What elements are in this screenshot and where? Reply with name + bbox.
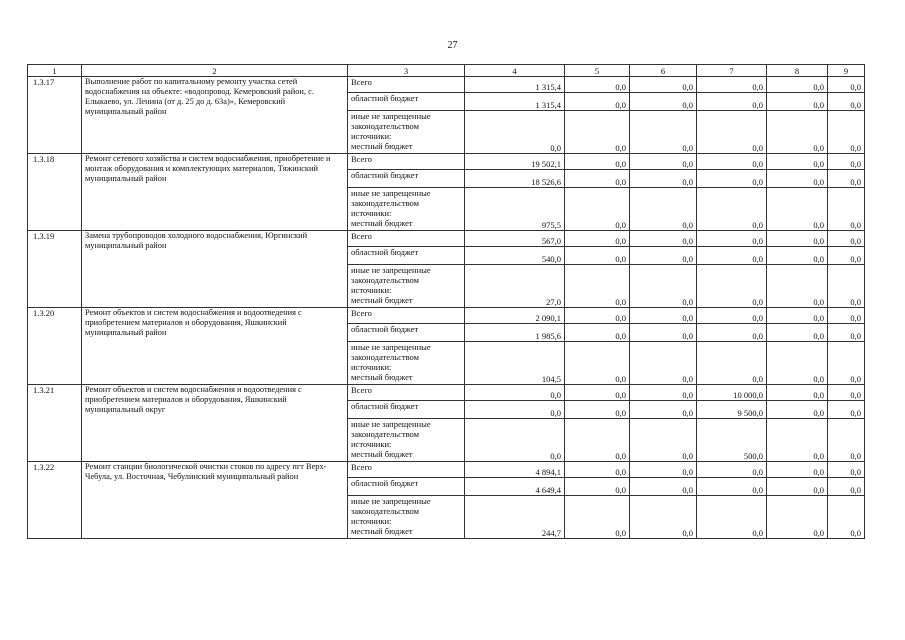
funding-source: областной бюджет — [348, 401, 465, 419]
value-cell: 0,0 — [828, 342, 865, 385]
value-cell: 0,0 — [697, 308, 767, 324]
value-cell: 0,0 — [697, 496, 767, 539]
funding-source: Всего — [348, 462, 465, 478]
value-cell: 0,0 — [767, 324, 828, 342]
funding-source: Всего — [348, 308, 465, 324]
funding-source: областной бюджет — [348, 324, 465, 342]
value-cell: 0,0 — [828, 496, 865, 539]
value-cell: 0,0 — [767, 401, 828, 419]
value-cell: 0,0 — [828, 265, 865, 308]
value-cell: 1 315,4 — [465, 77, 565, 93]
funding-source: областной бюджет — [348, 247, 465, 265]
value-cell: 0,0 — [828, 401, 865, 419]
value-cell: 540,0 — [465, 247, 565, 265]
value-cell: 0,0 — [767, 93, 828, 111]
value-cell: 567,0 — [465, 231, 565, 247]
value-cell: 0,0 — [630, 385, 697, 401]
value-cell: 0,0 — [828, 385, 865, 401]
table-row — [28, 462, 865, 478]
value-cell: 0,0 — [565, 462, 630, 478]
value-cell: 0,0 — [767, 170, 828, 188]
value-cell: 0,0 — [697, 170, 767, 188]
value-cell: 0,0 — [828, 308, 865, 324]
value-cell: 0,0 — [828, 170, 865, 188]
value-cell: 0,0 — [565, 170, 630, 188]
value-cell: 0,0 — [697, 247, 767, 265]
value-cell: 0,0 — [630, 324, 697, 342]
value-cell: 10 000,0 — [697, 385, 767, 401]
table-body — [28, 65, 865, 539]
entry-description: Ремонт сетевого хозяйства и систем водоснабжения, приобретение и монтаж оборудования и комплектующих материалов, Тяжинский муниципальный район — [82, 154, 348, 231]
table-row — [28, 308, 865, 324]
value-cell: 0,0 — [565, 154, 630, 170]
value-cell: 0,0 — [630, 111, 697, 154]
value-cell: 0,0 — [697, 462, 767, 478]
value-cell: 0,0 — [630, 231, 697, 247]
funding-source: областной бюджет — [348, 93, 465, 111]
value-cell: 0,0 — [630, 93, 697, 111]
column-header-6: 6 — [630, 65, 697, 77]
entry-description: Замена трубопроводов холодного водоснабжения, Юргинский муниципальный район — [82, 231, 348, 308]
funding-source: иные не запрещенные законодательством источники: местный бюджет — [348, 496, 465, 539]
value-cell: 1 985,6 — [465, 324, 565, 342]
value-cell: 0,0 — [828, 154, 865, 170]
value-cell: 0,0 — [828, 419, 865, 462]
value-cell: 0,0 — [697, 342, 767, 385]
value-cell: 18 526,6 — [465, 170, 565, 188]
value-cell: 0,0 — [828, 188, 865, 231]
value-cell: 0,0 — [828, 247, 865, 265]
value-cell: 975,5 — [465, 188, 565, 231]
value-cell: 0,0 — [697, 77, 767, 93]
column-header-2: 2 — [82, 65, 348, 77]
table-row — [28, 77, 865, 93]
funding-source: иные не запрещенные законодательством источники: местный бюджет — [348, 188, 465, 231]
funding-source: Всего — [348, 77, 465, 93]
value-cell: 0,0 — [767, 111, 828, 154]
value-cell: 0,0 — [767, 419, 828, 462]
value-cell: 0,0 — [565, 265, 630, 308]
table-row — [28, 231, 865, 247]
value-cell: 0,0 — [828, 478, 865, 496]
entry-code: 1.3.20 — [28, 308, 82, 385]
entry-code: 1.3.18 — [28, 154, 82, 231]
value-cell: 0,0 — [697, 231, 767, 247]
value-cell: 0,0 — [767, 308, 828, 324]
column-header-9: 9 — [828, 65, 865, 77]
value-cell: 2 090,1 — [465, 308, 565, 324]
funding-source: Всего — [348, 231, 465, 247]
value-cell: 4 649,4 — [465, 478, 565, 496]
value-cell: 0,0 — [565, 188, 630, 231]
value-cell: 500,0 — [697, 419, 767, 462]
value-cell: 0,0 — [697, 324, 767, 342]
funding-source: областной бюджет — [348, 478, 465, 496]
value-cell: 0,0 — [630, 478, 697, 496]
value-cell: 0,0 — [767, 247, 828, 265]
value-cell: 0,0 — [565, 342, 630, 385]
value-cell: 0,0 — [767, 77, 828, 93]
value-cell: 1 315,4 — [465, 93, 565, 111]
value-cell: 0,0 — [767, 385, 828, 401]
value-cell: 0,0 — [630, 170, 697, 188]
value-cell: 0,0 — [767, 154, 828, 170]
value-cell: 0,0 — [565, 385, 630, 401]
value-cell: 0,0 — [630, 247, 697, 265]
column-header-8: 8 — [767, 65, 828, 77]
table-row — [28, 154, 865, 170]
value-cell: 0,0 — [630, 154, 697, 170]
value-cell: 0,0 — [828, 77, 865, 93]
value-cell: 0,0 — [630, 188, 697, 231]
value-cell: 104,5 — [465, 342, 565, 385]
value-cell: 0,0 — [767, 231, 828, 247]
value-cell: 0,0 — [697, 188, 767, 231]
budget-table — [27, 64, 865, 539]
funding-source: Всего — [348, 154, 465, 170]
value-cell: 19 502,1 — [465, 154, 565, 170]
value-cell: 0,0 — [630, 419, 697, 462]
value-cell: 0,0 — [767, 342, 828, 385]
value-cell: 0,0 — [697, 93, 767, 111]
value-cell: 0,0 — [465, 401, 565, 419]
value-cell: 0,0 — [465, 419, 565, 462]
column-header-1: 1 — [28, 65, 82, 77]
funding-source: иные не запрещенные законодательством источники: местный бюджет — [348, 111, 465, 154]
value-cell: 0,0 — [565, 111, 630, 154]
value-cell: 0,0 — [630, 308, 697, 324]
column-header-7: 7 — [697, 65, 767, 77]
header-row — [28, 65, 865, 77]
value-cell: 244,7 — [465, 496, 565, 539]
value-cell: 9 500,0 — [697, 401, 767, 419]
value-cell: 0,0 — [828, 324, 865, 342]
value-cell: 0,0 — [767, 478, 828, 496]
value-cell: 0,0 — [565, 247, 630, 265]
entry-description: Ремонт объектов и систем водоснабжения и водоотведения с приобретением материалов и оборудования, Яшкинский муниципальный район — [82, 308, 348, 385]
value-cell: 0,0 — [565, 419, 630, 462]
entry-description: Ремонт станции биологической очистки стоков по адресу пгт Верх-Чебула, ул. Восточная, Чебулинский муниципальный район — [82, 462, 348, 539]
value-cell: 0,0 — [630, 342, 697, 385]
value-cell: 0,0 — [565, 324, 630, 342]
value-cell: 0,0 — [828, 462, 865, 478]
value-cell: 0,0 — [565, 77, 630, 93]
value-cell: 27,0 — [465, 265, 565, 308]
entry-description: Выполнение работ по капитальному ремонту участка сетей водоснабжения на объекте: «водопровод. Кемеровский район, с. Елыкаево, ул. Ленина (от д. 25 до д. 63а)», Кемеровский муниципальный район — [82, 77, 348, 154]
funding-source: областной бюджет — [348, 170, 465, 188]
value-cell: 0,0 — [828, 111, 865, 154]
column-header-5: 5 — [565, 65, 630, 77]
value-cell: 0,0 — [767, 462, 828, 478]
value-cell: 0,0 — [828, 231, 865, 247]
value-cell: 0,0 — [565, 308, 630, 324]
value-cell: 0,0 — [697, 154, 767, 170]
value-cell: 0,0 — [565, 231, 630, 247]
value-cell: 0,0 — [630, 265, 697, 308]
funding-source: иные не запрещенные законодательством источники: местный бюджет — [348, 265, 465, 308]
value-cell: 0,0 — [697, 265, 767, 308]
value-cell: 0,0 — [630, 77, 697, 93]
entry-description: Ремонт объектов и систем водоснабжения и водоотведения с приобретением материалов и оборудования, Яшкинский муниципальный округ — [82, 385, 348, 462]
table-row — [28, 385, 865, 401]
column-header-3: 3 — [348, 65, 465, 77]
value-cell: 4 894,1 — [465, 462, 565, 478]
value-cell: 0,0 — [630, 496, 697, 539]
entry-code: 1.3.21 — [28, 385, 82, 462]
value-cell: 0,0 — [565, 93, 630, 111]
entry-code: 1.3.19 — [28, 231, 82, 308]
value-cell: 0,0 — [465, 385, 565, 401]
value-cell: 0,0 — [565, 401, 630, 419]
value-cell: 0,0 — [565, 496, 630, 539]
funding-source: Всего — [348, 385, 465, 401]
value-cell: 0,0 — [697, 478, 767, 496]
funding-source: иные не запрещенные законодательством источники: местный бюджет — [348, 419, 465, 462]
value-cell: 0,0 — [465, 111, 565, 154]
value-cell: 0,0 — [630, 401, 697, 419]
value-cell: 0,0 — [828, 93, 865, 111]
funding-source: иные не запрещенные законодательством источники: местный бюджет — [348, 342, 465, 385]
value-cell: 0,0 — [565, 478, 630, 496]
column-header-4: 4 — [465, 65, 565, 77]
entry-code: 1.3.17 — [28, 77, 82, 154]
value-cell: 0,0 — [767, 188, 828, 231]
value-cell: 0,0 — [767, 496, 828, 539]
entry-code: 1.3.22 — [28, 462, 82, 539]
value-cell: 0,0 — [767, 265, 828, 308]
page-number: 27 — [447, 40, 458, 51]
value-cell: 0,0 — [697, 111, 767, 154]
value-cell: 0,0 — [630, 462, 697, 478]
